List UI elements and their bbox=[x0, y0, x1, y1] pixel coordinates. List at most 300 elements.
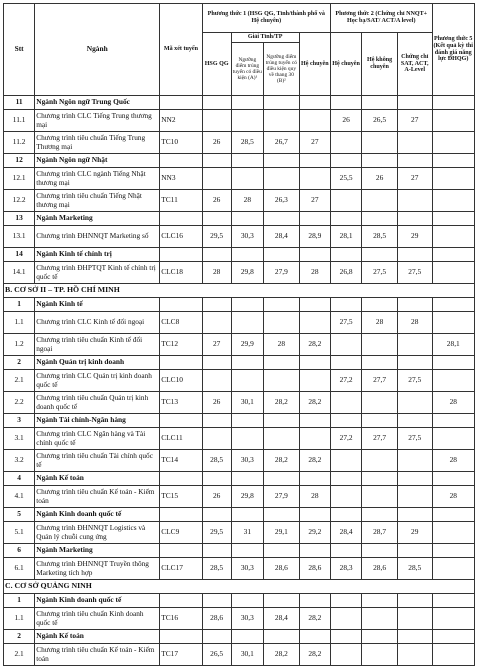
row-stt: 2.2 bbox=[4, 392, 35, 414]
score-hsg-qg bbox=[202, 110, 231, 132]
program-row bbox=[4, 608, 475, 630]
score-nguong-b: 28,4 bbox=[264, 226, 300, 248]
score-chung-chi bbox=[397, 486, 432, 508]
score-pt5 bbox=[432, 312, 474, 334]
empty-cell bbox=[231, 630, 263, 644]
empty-cell bbox=[264, 356, 300, 370]
empty-cell bbox=[432, 298, 474, 312]
empty-cell bbox=[299, 508, 330, 522]
score-nguong-b: 27,9 bbox=[264, 486, 300, 508]
row-stt: 3.2 bbox=[4, 450, 35, 472]
empty-cell bbox=[397, 248, 432, 262]
empty-cell bbox=[231, 508, 263, 522]
score-nguong-a: 30,1 bbox=[231, 644, 263, 666]
score-he-chuyen bbox=[299, 110, 330, 132]
empty-cell bbox=[330, 298, 361, 312]
region-heading-row bbox=[4, 580, 475, 594]
row-stt: 3.1 bbox=[4, 428, 35, 450]
row-stt: 4 bbox=[4, 472, 35, 486]
empty-cell bbox=[231, 472, 263, 486]
empty-cell bbox=[160, 298, 202, 312]
empty-cell bbox=[299, 248, 330, 262]
empty-cell bbox=[231, 356, 263, 370]
col-group-pt1: Phương thức 1 (HSG QG, Tỉnh/thành phố và Hệ chuyên) bbox=[202, 4, 330, 33]
score-he-chuyen bbox=[299, 428, 330, 450]
program-row bbox=[4, 370, 475, 392]
empty-cell bbox=[330, 630, 361, 644]
empty-cell bbox=[202, 472, 231, 486]
major-row bbox=[4, 356, 475, 370]
empty-cell bbox=[202, 298, 231, 312]
empty-cell bbox=[231, 298, 263, 312]
empty-cell bbox=[202, 248, 231, 262]
empty-cell bbox=[160, 414, 202, 428]
score-pt5 bbox=[432, 370, 474, 392]
major-row bbox=[4, 248, 475, 262]
score-hsg-qg: 26 bbox=[202, 190, 231, 212]
empty-cell bbox=[299, 154, 330, 168]
empty-cell bbox=[202, 356, 231, 370]
score-chung-chi bbox=[397, 334, 432, 356]
program-code: TC14 bbox=[160, 450, 202, 472]
major-name: Ngành Kinh tế bbox=[35, 298, 160, 312]
empty-cell bbox=[202, 414, 231, 428]
program-row bbox=[4, 190, 475, 212]
empty-cell bbox=[362, 544, 398, 558]
program-code: TC11 bbox=[160, 190, 202, 212]
major-name: Ngành Kế toán bbox=[35, 472, 160, 486]
score-pt5 bbox=[432, 190, 474, 212]
score-pt2-khong-chuyen bbox=[362, 486, 398, 508]
empty-cell bbox=[362, 594, 398, 608]
score-pt2-khong-chuyen: 26,5 bbox=[362, 110, 398, 132]
score-nguong-b: 26,7 bbox=[264, 132, 300, 154]
score-he-chuyen: 27 bbox=[299, 190, 330, 212]
score-nguong-a bbox=[231, 370, 263, 392]
row-stt: 13.1 bbox=[4, 226, 35, 248]
program-code: NN2 bbox=[160, 110, 202, 132]
empty-cell bbox=[397, 414, 432, 428]
empty-cell bbox=[362, 356, 398, 370]
major-row bbox=[4, 508, 475, 522]
program-name: Chương trình ĐHPTQT Kinh tế chính trị quốc tế bbox=[35, 262, 160, 284]
score-pt2-khong-chuyen bbox=[362, 334, 398, 356]
score-pt2-he-chuyen: 28,3 bbox=[330, 558, 361, 580]
score-nguong-a: 30,1 bbox=[231, 392, 263, 414]
empty-cell bbox=[202, 544, 231, 558]
major-name: Ngành Marketing bbox=[35, 544, 160, 558]
score-pt2-he-chuyen: 26,8 bbox=[330, 262, 361, 284]
score-pt5 bbox=[432, 132, 474, 154]
empty-cell bbox=[330, 544, 361, 558]
program-row bbox=[4, 312, 475, 334]
program-row bbox=[4, 486, 475, 508]
score-pt2-khong-chuyen: 27,7 bbox=[362, 428, 398, 450]
empty-cell bbox=[362, 414, 398, 428]
empty-cell bbox=[397, 212, 432, 226]
score-hsg-qg: 29,5 bbox=[202, 226, 231, 248]
major-row bbox=[4, 298, 475, 312]
score-pt2-khong-chuyen bbox=[362, 644, 398, 666]
score-nguong-b: 27,9 bbox=[264, 262, 300, 284]
empty-cell bbox=[397, 298, 432, 312]
program-name: Chương trình CLC Kinh tế đối ngoại bbox=[35, 312, 160, 334]
col-nguong-b: Ngưỡng điểm trúng tuyển có điều kiện quy về thang 30 (B)² bbox=[264, 43, 300, 96]
empty-cell bbox=[330, 212, 361, 226]
score-nguong-a: 29,9 bbox=[231, 334, 263, 356]
program-name: Chương trình CLC Tiếng Trung thương mại bbox=[35, 110, 160, 132]
score-pt2-khong-chuyen: 27,5 bbox=[362, 262, 398, 284]
score-hsg-qg bbox=[202, 168, 231, 190]
major-name: Ngành Ngôn ngữ Nhật bbox=[35, 154, 160, 168]
score-nguong-a: 31 bbox=[231, 522, 263, 544]
score-chung-chi bbox=[397, 608, 432, 630]
score-nguong-b: 28,6 bbox=[264, 558, 300, 580]
score-nguong-a: 30,3 bbox=[231, 450, 263, 472]
empty-cell bbox=[362, 212, 398, 226]
program-name: Chương trình tiêu chuẩn Tiếng Nhật thương mại bbox=[35, 190, 160, 212]
score-pt2-he-chuyen bbox=[330, 608, 361, 630]
score-pt5 bbox=[432, 428, 474, 450]
score-hsg-qg: 26 bbox=[202, 132, 231, 154]
score-pt2-he-chuyen bbox=[330, 486, 361, 508]
score-pt2-khong-chuyen: 26 bbox=[362, 168, 398, 190]
major-row bbox=[4, 212, 475, 226]
program-code: TC15 bbox=[160, 486, 202, 508]
score-pt5 bbox=[432, 262, 474, 284]
program-name: Chương trình tiêu chuẩn Tiếng Trung Thương mại bbox=[35, 132, 160, 154]
major-row bbox=[4, 594, 475, 608]
empty-cell bbox=[330, 96, 361, 110]
score-pt2-khong-chuyen bbox=[362, 608, 398, 630]
row-stt: 14.1 bbox=[4, 262, 35, 284]
empty-cell bbox=[264, 96, 300, 110]
score-hsg-qg: 26 bbox=[202, 486, 231, 508]
empty-cell bbox=[264, 212, 300, 226]
score-he-chuyen bbox=[299, 370, 330, 392]
empty-cell bbox=[299, 96, 330, 110]
empty-cell bbox=[397, 544, 432, 558]
score-pt2-he-chuyen: 27,2 bbox=[330, 370, 361, 392]
program-row bbox=[4, 132, 475, 154]
empty-cell bbox=[231, 154, 263, 168]
col-hsg-qg: HSG QG bbox=[202, 33, 231, 96]
empty-cell bbox=[432, 212, 474, 226]
empty-cell bbox=[299, 414, 330, 428]
row-stt: 1.2 bbox=[4, 334, 35, 356]
program-code: CLC10 bbox=[160, 370, 202, 392]
empty-cell bbox=[231, 544, 263, 558]
score-he-chuyen bbox=[299, 312, 330, 334]
col-nganh: Ngành bbox=[35, 4, 160, 96]
score-chung-chi: 28,5 bbox=[397, 558, 432, 580]
score-he-chuyen: 28,2 bbox=[299, 334, 330, 356]
score-chung-chi bbox=[397, 392, 432, 414]
score-pt2-he-chuyen bbox=[330, 334, 361, 356]
row-stt: 1 bbox=[4, 594, 35, 608]
score-he-chuyen: 28,2 bbox=[299, 392, 330, 414]
score-hsg-qg: 28 bbox=[202, 262, 231, 284]
empty-cell bbox=[264, 508, 300, 522]
empty-cell bbox=[330, 248, 361, 262]
row-stt: 1.1 bbox=[4, 608, 35, 630]
score-nguong-a: 28 bbox=[231, 190, 263, 212]
row-stt: 12 bbox=[4, 154, 35, 168]
col-he-chuyen-2: Hệ chuyên bbox=[330, 33, 361, 96]
program-name: Chương trình tiêu chuẩn Kinh doanh quốc tế bbox=[35, 608, 160, 630]
empty-cell bbox=[202, 630, 231, 644]
row-stt: 14 bbox=[4, 248, 35, 262]
program-row bbox=[4, 644, 475, 666]
score-pt2-khong-chuyen bbox=[362, 392, 398, 414]
program-code: CLC17 bbox=[160, 558, 202, 580]
row-stt: 3 bbox=[4, 414, 35, 428]
empty-cell bbox=[362, 96, 398, 110]
score-he-chuyen: 28,9 bbox=[299, 226, 330, 248]
score-pt2-he-chuyen bbox=[330, 644, 361, 666]
score-hsg-qg: 26 bbox=[202, 392, 231, 414]
score-nguong-b: 26,3 bbox=[264, 190, 300, 212]
score-pt2-khong-chuyen bbox=[362, 132, 398, 154]
score-hsg-qg bbox=[202, 370, 231, 392]
score-pt2-khong-chuyen: 28,6 bbox=[362, 558, 398, 580]
score-chung-chi: 28 bbox=[397, 312, 432, 334]
score-pt2-he-chuyen: 25,5 bbox=[330, 168, 361, 190]
program-code: CLC16 bbox=[160, 226, 202, 248]
score-nguong-b: 28 bbox=[264, 334, 300, 356]
program-name: Chương trình tiêu chuẩn Tài chính quốc tế bbox=[35, 450, 160, 472]
major-name: Ngành Kinh doanh quốc tế bbox=[35, 594, 160, 608]
row-stt: 4.1 bbox=[4, 486, 35, 508]
empty-cell bbox=[160, 154, 202, 168]
empty-cell bbox=[160, 212, 202, 226]
score-chung-chi: 27 bbox=[397, 168, 432, 190]
col-he-chuyen-1: Hệ chuyên bbox=[299, 33, 330, 96]
score-pt2-khong-chuyen: 28,7 bbox=[362, 522, 398, 544]
major-name: Ngành Quản trị kinh doanh bbox=[35, 356, 160, 370]
score-chung-chi: 29 bbox=[397, 522, 432, 544]
empty-cell bbox=[202, 212, 231, 226]
row-stt: 1 bbox=[4, 298, 35, 312]
score-pt5 bbox=[432, 226, 474, 248]
score-pt2-he-chuyen bbox=[330, 190, 361, 212]
program-row bbox=[4, 262, 475, 284]
program-row bbox=[4, 558, 475, 580]
score-he-chuyen: 29,2 bbox=[299, 522, 330, 544]
col-stt: Stt bbox=[4, 4, 35, 96]
major-row bbox=[4, 96, 475, 110]
score-nguong-a: 30,3 bbox=[231, 608, 263, 630]
empty-cell bbox=[160, 472, 202, 486]
row-stt: 11.2 bbox=[4, 132, 35, 154]
empty-cell bbox=[397, 154, 432, 168]
major-name: Ngành Marketing bbox=[35, 212, 160, 226]
score-nguong-a: 28,5 bbox=[231, 132, 263, 154]
score-pt5 bbox=[432, 110, 474, 132]
score-hsg-qg: 29,5 bbox=[202, 522, 231, 544]
major-name: Ngành Kinh doanh quốc tế bbox=[35, 508, 160, 522]
empty-cell bbox=[160, 248, 202, 262]
empty-cell bbox=[330, 472, 361, 486]
score-nguong-b bbox=[264, 168, 300, 190]
score-nguong-b: 28,4 bbox=[264, 608, 300, 630]
program-code: TC10 bbox=[160, 132, 202, 154]
program-row bbox=[4, 522, 475, 544]
program-row bbox=[4, 428, 475, 450]
empty-cell bbox=[362, 154, 398, 168]
col-nguong-a: Ngưỡng điểm trúng tuyển có điều kiện (A)¹ bbox=[231, 43, 263, 96]
program-code: TC17 bbox=[160, 644, 202, 666]
program-code: CLC11 bbox=[160, 428, 202, 450]
empty-cell bbox=[362, 508, 398, 522]
region-heading: C. CƠ SỞ QUẢNG NINH bbox=[4, 580, 475, 594]
score-hsg-qg bbox=[202, 312, 231, 334]
program-row bbox=[4, 334, 475, 356]
empty-cell bbox=[264, 472, 300, 486]
empty-cell bbox=[264, 154, 300, 168]
program-name: Chương trình CLC Quản trị kinh doanh quốc tế bbox=[35, 370, 160, 392]
program-code: CLC18 bbox=[160, 262, 202, 284]
admission-score-table bbox=[3, 3, 475, 666]
empty-cell bbox=[397, 508, 432, 522]
empty-cell bbox=[432, 356, 474, 370]
score-nguong-a: 29,8 bbox=[231, 262, 263, 284]
score-chung-chi bbox=[397, 450, 432, 472]
program-row bbox=[4, 110, 475, 132]
score-he-chuyen: 28 bbox=[299, 486, 330, 508]
empty-cell bbox=[160, 630, 202, 644]
score-pt5 bbox=[432, 522, 474, 544]
row-stt: 13 bbox=[4, 212, 35, 226]
score-hsg-qg: 27 bbox=[202, 334, 231, 356]
col-chung-chi: Chứng chỉ SAT, ACT, A-Level bbox=[397, 33, 432, 96]
region-heading-row bbox=[4, 284, 475, 298]
empty-cell bbox=[330, 154, 361, 168]
program-code: CLC9 bbox=[160, 522, 202, 544]
empty-cell bbox=[397, 356, 432, 370]
score-nguong-b bbox=[264, 110, 300, 132]
score-he-chuyen: 28,6 bbox=[299, 558, 330, 580]
region-heading: B. CƠ SỞ II – TP. HỒ CHÍ MINH bbox=[4, 284, 475, 298]
major-name: Ngành Ngôn ngữ Trung Quốc bbox=[35, 96, 160, 110]
empty-cell bbox=[362, 298, 398, 312]
empty-cell bbox=[432, 96, 474, 110]
score-nguong-b: 28,2 bbox=[264, 644, 300, 666]
program-row bbox=[4, 168, 475, 190]
empty-cell bbox=[231, 96, 263, 110]
row-stt: 2 bbox=[4, 356, 35, 370]
program-name: Chương trình tiêu chuẩn Kinh tế đối ngoại bbox=[35, 334, 160, 356]
program-name: Chương trình tiêu chuẩn Quản trị kinh doanh quốc tế bbox=[35, 392, 160, 414]
empty-cell bbox=[397, 630, 432, 644]
empty-cell bbox=[432, 508, 474, 522]
score-chung-chi: 27,5 bbox=[397, 428, 432, 450]
major-name: Ngành Kế toán bbox=[35, 630, 160, 644]
empty-cell bbox=[299, 472, 330, 486]
score-nguong-b bbox=[264, 428, 300, 450]
empty-cell bbox=[432, 472, 474, 486]
program-name: Chương trình CLC ngành Tiếng Nhật thương mại bbox=[35, 168, 160, 190]
row-stt: 2.1 bbox=[4, 370, 35, 392]
empty-cell bbox=[264, 248, 300, 262]
major-name: Ngành Kinh tế chính trị bbox=[35, 248, 160, 262]
score-nguong-a bbox=[231, 312, 263, 334]
row-stt: 12.1 bbox=[4, 168, 35, 190]
score-nguong-a bbox=[231, 428, 263, 450]
score-nguong-b: 29,1 bbox=[264, 522, 300, 544]
program-name: Chương trình ĐHNNQT Truyền thông Marketing tích hợp bbox=[35, 558, 160, 580]
score-chung-chi bbox=[397, 190, 432, 212]
score-he-chuyen: 28,2 bbox=[299, 450, 330, 472]
score-pt2-he-chuyen: 27,5 bbox=[330, 312, 361, 334]
score-nguong-b: 28,2 bbox=[264, 450, 300, 472]
empty-cell bbox=[362, 472, 398, 486]
score-he-chuyen: 28,2 bbox=[299, 608, 330, 630]
score-pt2-he-chuyen: 27,2 bbox=[330, 428, 361, 450]
program-code: NN3 bbox=[160, 168, 202, 190]
empty-cell bbox=[299, 630, 330, 644]
empty-cell bbox=[160, 356, 202, 370]
score-chung-chi: 27,5 bbox=[397, 370, 432, 392]
score-he-chuyen: 28 bbox=[299, 262, 330, 284]
score-pt2-khong-chuyen bbox=[362, 190, 398, 212]
row-stt: 6.1 bbox=[4, 558, 35, 580]
score-hsg-qg: 28,6 bbox=[202, 608, 231, 630]
score-pt2-khong-chuyen bbox=[362, 450, 398, 472]
score-he-chuyen: 28,2 bbox=[299, 644, 330, 666]
col-he-khong-chuyen: Hệ không chuyên bbox=[362, 33, 398, 96]
score-pt5: 28 bbox=[432, 450, 474, 472]
score-pt5: 28 bbox=[432, 486, 474, 508]
col-ma-xet-tuyen: Mã xét tuyển bbox=[160, 4, 202, 96]
score-hsg-qg: 28,5 bbox=[202, 558, 231, 580]
score-pt2-he-chuyen bbox=[330, 392, 361, 414]
score-pt2-he-chuyen: 28,1 bbox=[330, 226, 361, 248]
row-stt: 2.1 bbox=[4, 644, 35, 666]
row-stt: 5.1 bbox=[4, 522, 35, 544]
empty-cell bbox=[202, 154, 231, 168]
score-hsg-qg: 26,5 bbox=[202, 644, 231, 666]
score-nguong-b bbox=[264, 312, 300, 334]
program-code: TC12 bbox=[160, 334, 202, 356]
score-pt2-he-chuyen: 28,4 bbox=[330, 522, 361, 544]
empty-cell bbox=[160, 544, 202, 558]
empty-cell bbox=[160, 96, 202, 110]
score-nguong-b bbox=[264, 370, 300, 392]
score-pt5 bbox=[432, 558, 474, 580]
program-name: Chương trình ĐHNNQT Logistics và Quản lý chuỗi cung ứng bbox=[35, 522, 160, 544]
empty-cell bbox=[397, 472, 432, 486]
table-body bbox=[4, 96, 475, 666]
major-row bbox=[4, 414, 475, 428]
empty-cell bbox=[432, 544, 474, 558]
score-pt2-he-chuyen bbox=[330, 132, 361, 154]
empty-cell bbox=[231, 248, 263, 262]
empty-cell bbox=[160, 508, 202, 522]
empty-cell bbox=[231, 414, 263, 428]
empty-cell bbox=[432, 414, 474, 428]
score-pt5 bbox=[432, 608, 474, 630]
score-nguong-a bbox=[231, 110, 263, 132]
score-he-chuyen: 27 bbox=[299, 132, 330, 154]
major-row bbox=[4, 544, 475, 558]
score-nguong-a: 30,3 bbox=[231, 558, 263, 580]
empty-cell bbox=[432, 154, 474, 168]
empty-cell bbox=[299, 212, 330, 226]
score-chung-chi: 27 bbox=[397, 110, 432, 132]
col-pt5: Phương thức 5 (Kết quả kỳ thi đánh giá năng lực ĐHQG) bbox=[432, 4, 474, 96]
program-code: TC16 bbox=[160, 608, 202, 630]
